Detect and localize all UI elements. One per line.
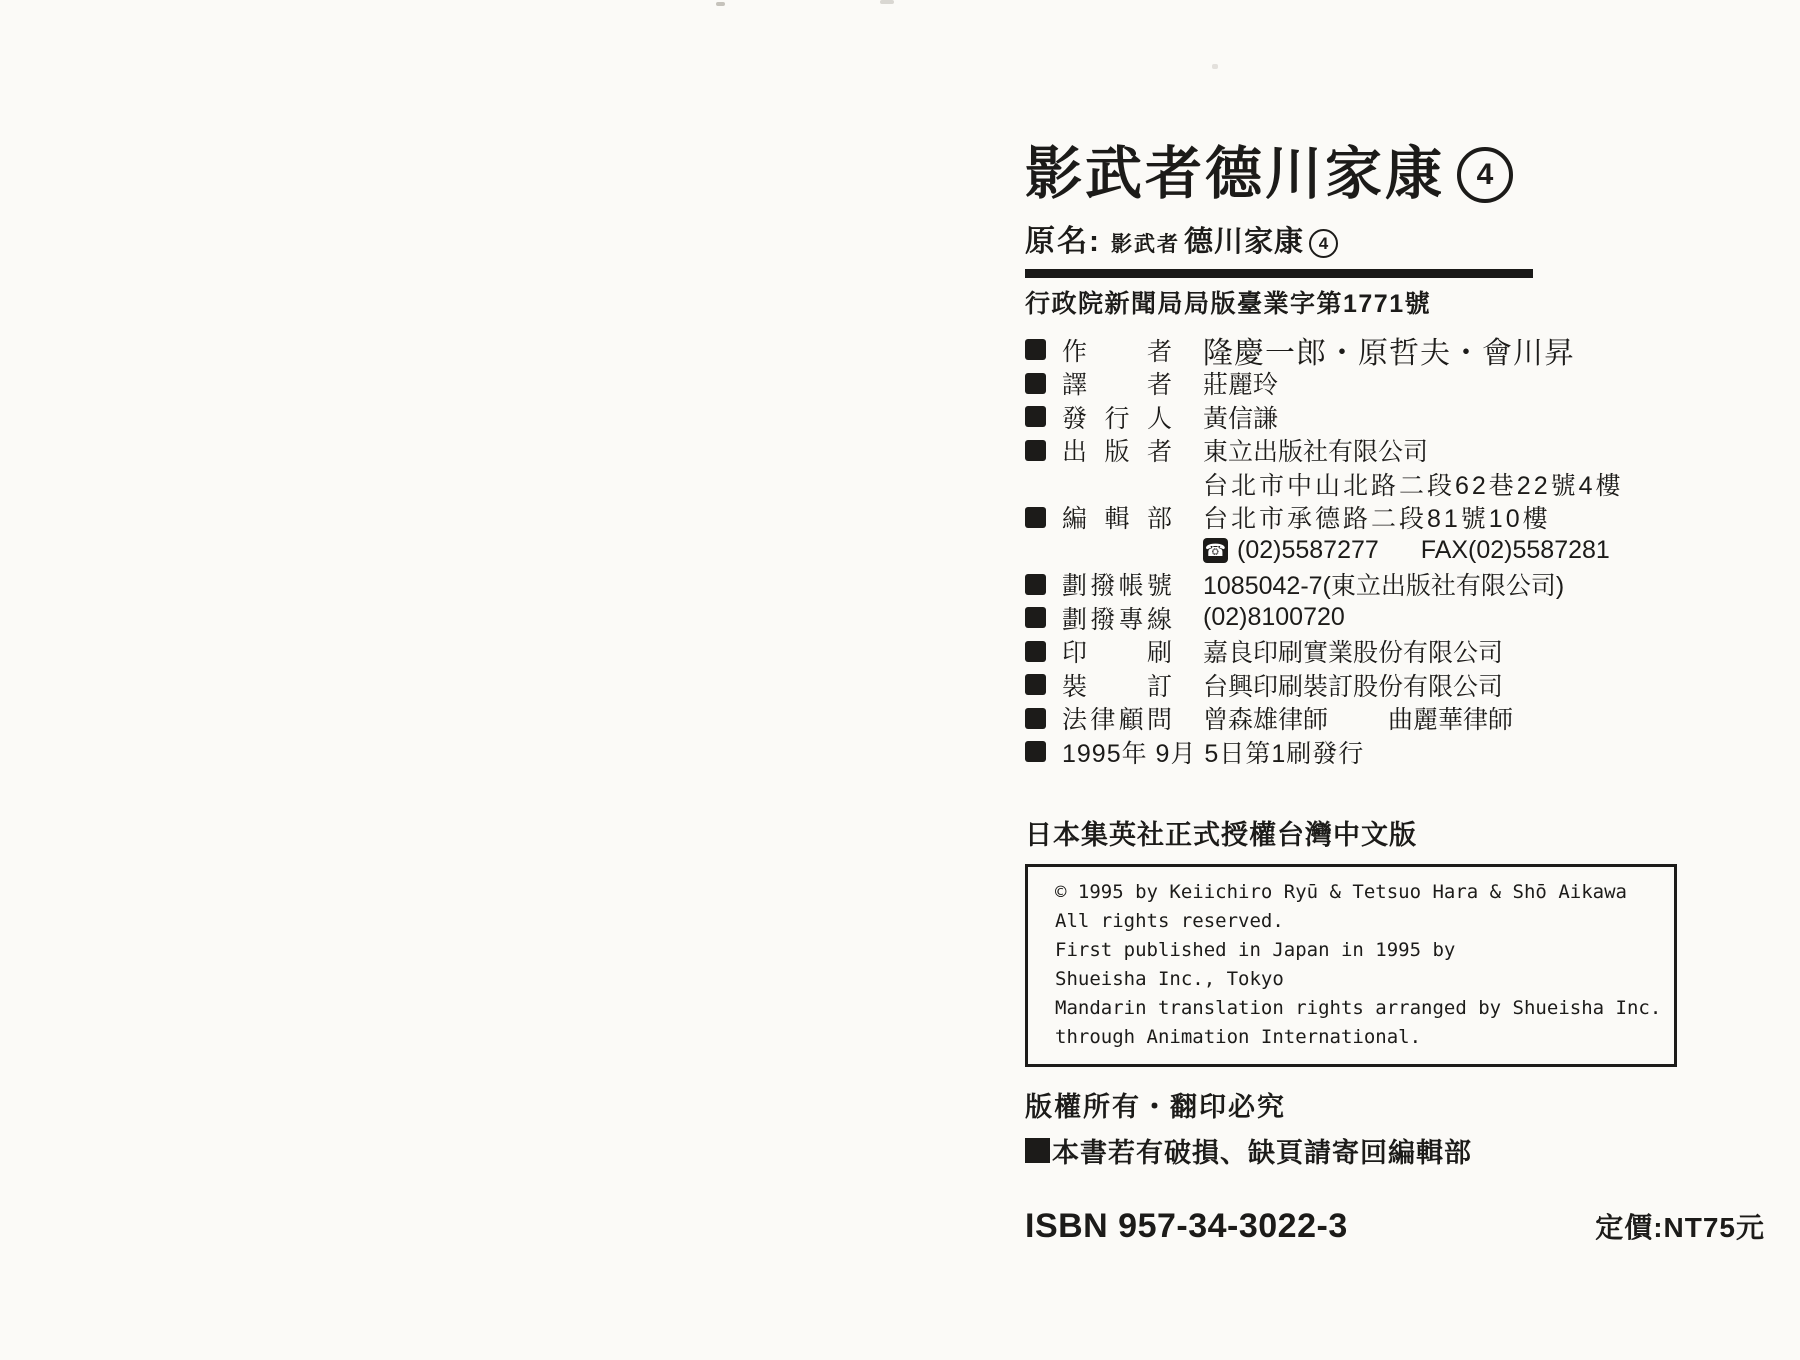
copyright-line: Mandarin translation rights arranged by Shueisha Inc. [1055, 996, 1662, 1019]
row-author [1025, 333, 1765, 370]
legal-advisor-1: 曾森雄律師 [1203, 706, 1329, 735]
copyright-box [1025, 864, 1677, 1067]
original-title-part2: 德川家康 [1184, 226, 1305, 258]
row-value: 台北市中山北路二段62巷22號4樓 [1203, 471, 1624, 500]
legal-advisor-2: 曲麗華律師 [1388, 706, 1514, 735]
row-print-date [1025, 735, 1765, 769]
original-title-label: 原名: [1025, 225, 1101, 258]
row-publisher-address [1025, 467, 1765, 501]
square-bullet-icon [1025, 373, 1046, 394]
authorization-line: 日本集英社正式授權台灣中文版 [1025, 819, 1417, 850]
scan-speck [716, 2, 725, 6]
isbn-price-row [1025, 1206, 1765, 1246]
row-value: 東立出版社有限公司 [1203, 438, 1429, 467]
row-label: 譯者 [1062, 371, 1172, 400]
row-legal-advisors [1025, 702, 1765, 736]
original-title-row [1025, 216, 1765, 260]
row-value: 嘉良印刷實業股份有限公司 [1203, 639, 1504, 668]
row-value: 隆慶一郎・原哲夫・會川昇 [1203, 336, 1575, 370]
colophon-rows [1025, 333, 1765, 769]
square-bullet-icon [1025, 1138, 1050, 1163]
fax-number: FAX(02)5587281 [1420, 536, 1610, 565]
copyright-line: Shueisha Inc., Tokyo [1055, 967, 1284, 990]
row-label: 出版者 [1062, 438, 1172, 467]
original-volume-circle-icon: 4 [1309, 229, 1338, 258]
square-bullet-icon [1025, 708, 1046, 729]
row-postal-account [1025, 568, 1765, 602]
copyright-line: © 1995 by Keiichiro Ryū & Tetsuo Hara & Shō Aikawa [1055, 880, 1627, 903]
isbn: ISBN 957-34-3022-3 [1025, 1206, 1348, 1245]
row-value: 黃信謙 [1203, 404, 1279, 433]
row-label: 發行人 [1062, 404, 1172, 433]
row-postal-hotline [1025, 601, 1765, 635]
telephone-icon: ☎ [1203, 538, 1228, 563]
book-title-row [1025, 142, 1765, 206]
row-publishing-company [1025, 434, 1765, 468]
damaged-book-notice: 本書若有破損、缺頁請寄回編輯部 [1052, 1137, 1472, 1168]
print-date: 1995年 9月 5日第1刷發行 [1062, 739, 1365, 768]
row-label: 裝訂 [1062, 672, 1172, 701]
row-value: 莊麗玲 [1203, 371, 1279, 400]
square-bullet-icon [1025, 641, 1046, 662]
colophon-page [1025, 142, 1765, 1246]
square-bullet-icon [1025, 507, 1046, 528]
volume-circle-icon: 4 [1457, 147, 1513, 203]
row-editorial-dept [1025, 501, 1765, 535]
row-phone-fax [1025, 534, 1765, 568]
gov-license-line: 行政院新聞局局版臺業字第1771號 [1025, 290, 1432, 318]
square-bullet-icon [1025, 339, 1046, 360]
copyright-line: First published in Japan in 1995 by [1055, 938, 1456, 961]
scan-speck [1212, 64, 1218, 69]
divider-bar [1025, 269, 1533, 278]
square-bullet-icon [1025, 607, 1046, 628]
row-value: (02)8100720 [1203, 603, 1345, 632]
phone-number: (02)5587277 [1237, 536, 1379, 565]
original-title-part1: 影武者 [1111, 233, 1180, 256]
row-label: 印刷 [1062, 639, 1172, 668]
row-label: 作者 [1062, 337, 1172, 366]
row-printing [1025, 635, 1765, 669]
rights-reserved-line: 版權所有・翻印必究 [1025, 1091, 1286, 1122]
square-bullet-icon [1025, 574, 1046, 595]
row-value: 台興印刷裝訂股份有限公司 [1203, 672, 1504, 701]
row-value: 1085042-7(東立出版社有限公司) [1203, 572, 1565, 601]
row-label: 劃撥帳號 [1062, 572, 1172, 601]
damaged-book-row [1025, 1131, 1765, 1170]
copyright-line: through Animation International. [1055, 1025, 1422, 1048]
row-label: 編輯部 [1062, 505, 1172, 534]
square-bullet-icon [1025, 674, 1046, 695]
square-bullet-icon [1025, 440, 1046, 461]
square-bullet-icon [1025, 406, 1046, 427]
row-binding [1025, 668, 1765, 702]
book-title: 影武者德川家康 [1025, 142, 1445, 206]
row-label: 劃撥專線 [1062, 605, 1172, 634]
row-label: 法律顧問 [1062, 706, 1172, 735]
square-bullet-icon [1025, 741, 1046, 762]
scan-speck [880, 0, 894, 4]
row-publisher-person [1025, 400, 1765, 434]
price: 定價:NT75元 [1595, 1211, 1765, 1243]
row-value: 台北市承德路二段81號10樓 [1203, 505, 1551, 534]
copyright-line: All rights reserved. [1055, 909, 1284, 932]
